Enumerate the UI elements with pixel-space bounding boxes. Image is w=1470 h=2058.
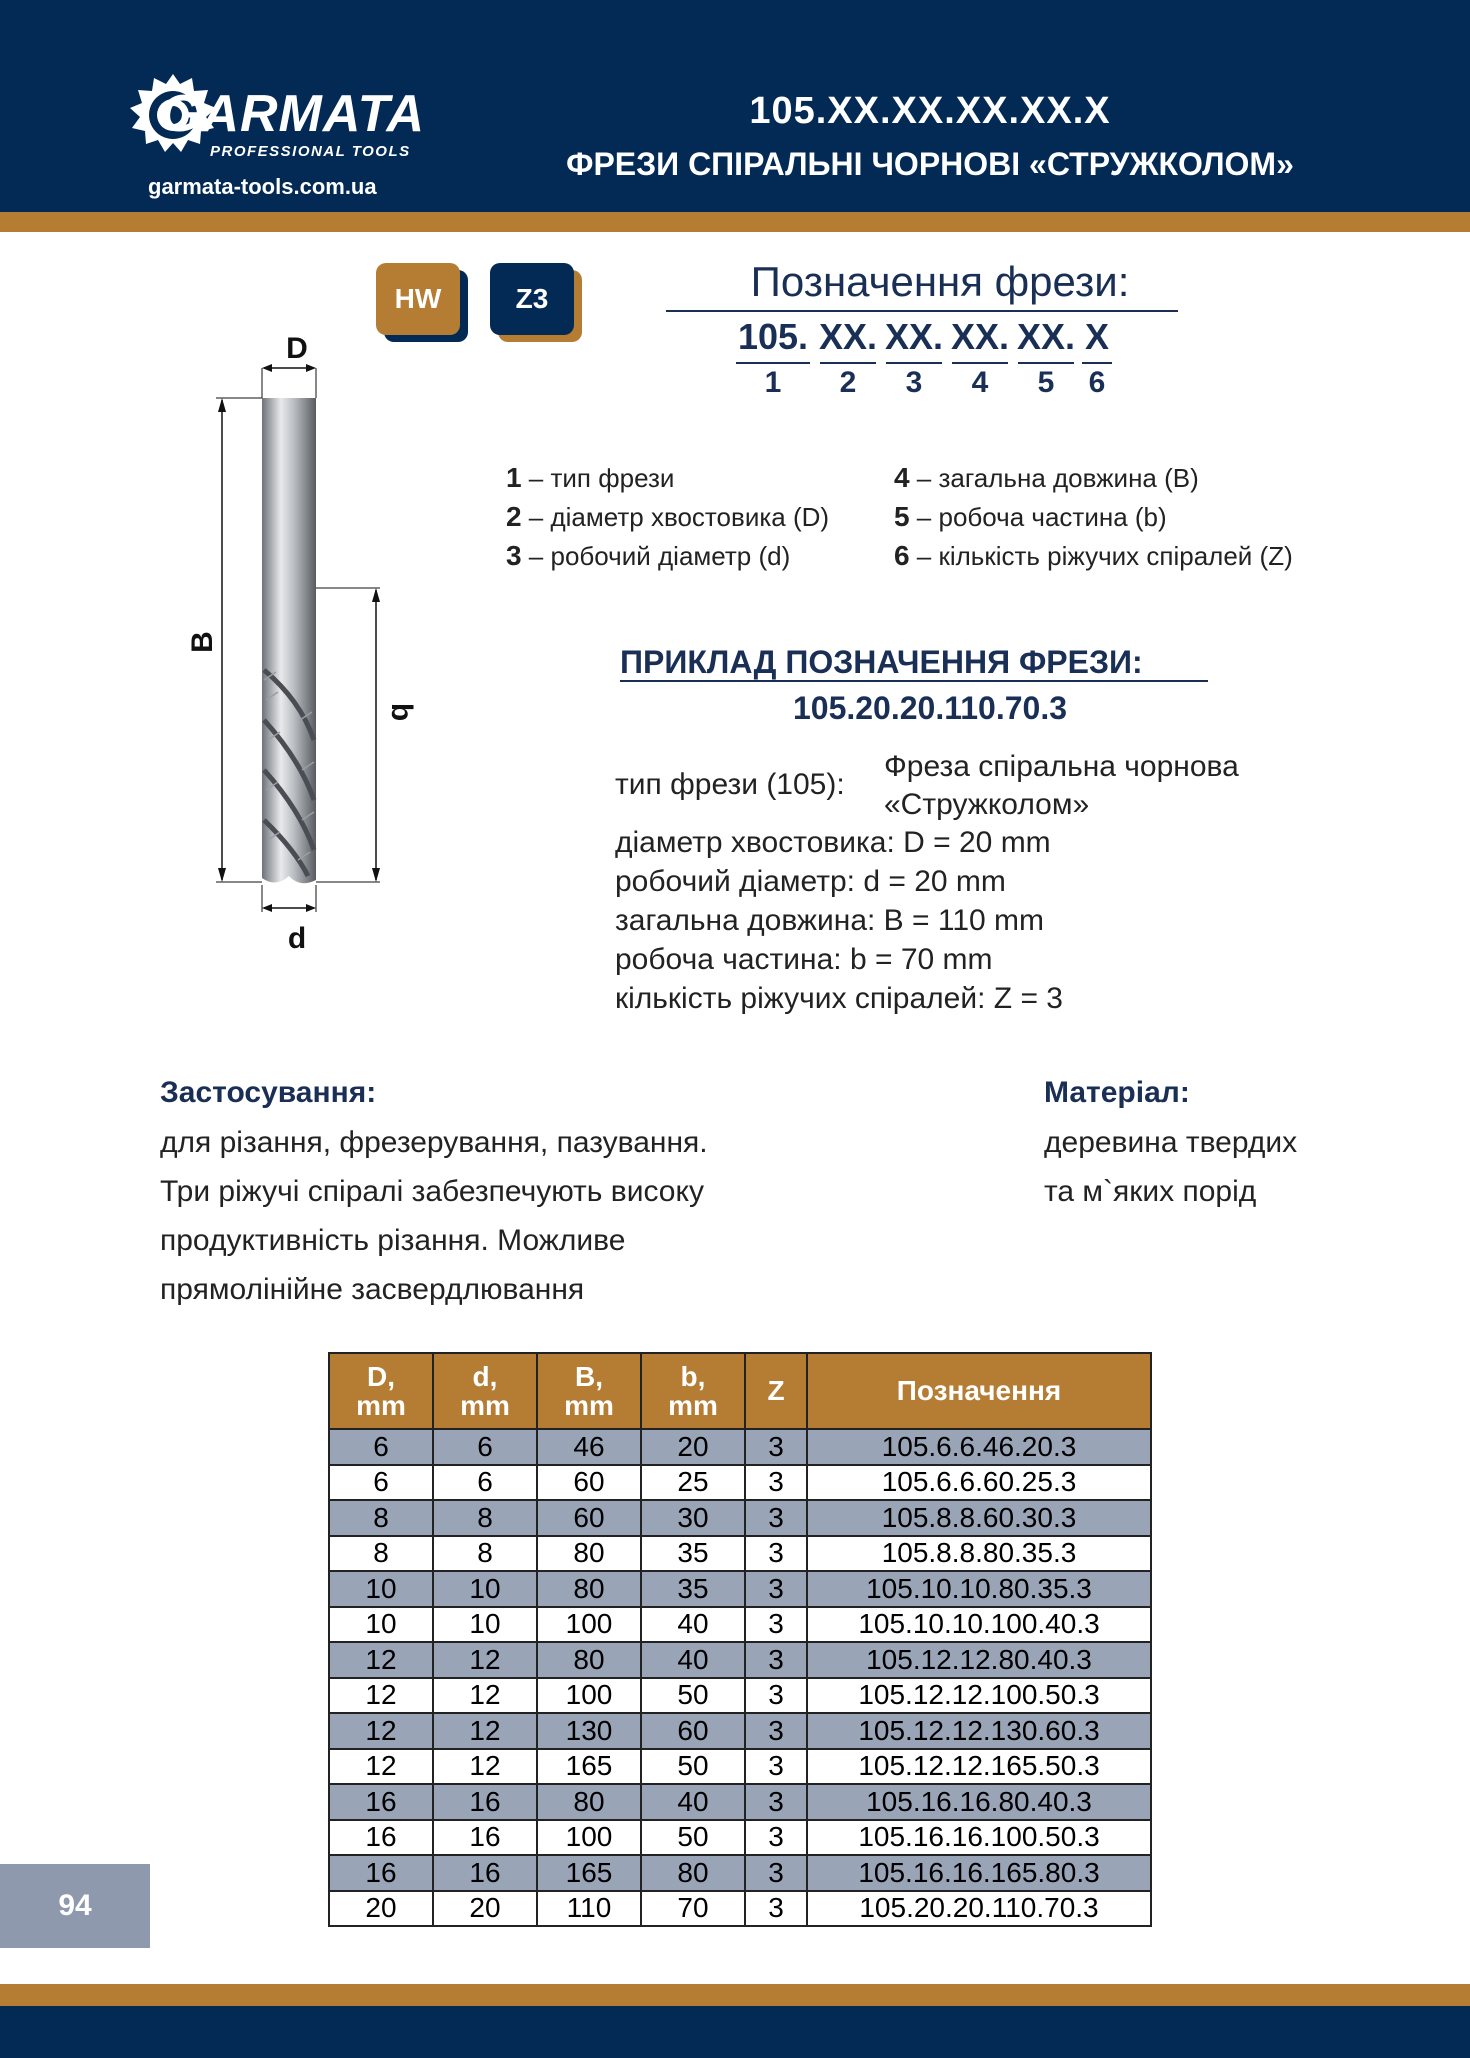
legend-item-3: 3 – робочий діаметр (d) [506,540,791,571]
table-cell: 105.6.6.46.20.3 [807,1429,1151,1465]
working-length-b-label: b [385,702,418,722]
table-cell: 80 [537,1642,641,1678]
brand-subtitle: PROFESSIONAL TOOLS [210,143,411,160]
table-cell: 46 [537,1429,641,1465]
table-cell: 105.12.12.130.60.3 [807,1713,1151,1749]
table-cell: 3 [745,1678,807,1714]
footer-stripe [0,1984,1470,2006]
table-cell: 35 [641,1536,745,1572]
table-row [329,1784,1151,1820]
table-cell: 12 [329,1713,433,1749]
table-cell: 40 [641,1784,745,1820]
table-row [329,1536,1151,1572]
example-code: 105.20.20.110.70.3 [792,690,1068,726]
legend-item-6: 6 – кількість ріжучих спіралей (Z) [894,540,1293,571]
table-row [329,1429,1151,1465]
product-code-title: 105.XX.XX.XX.XX.X [749,90,1111,132]
table-cell: 3 [745,1784,807,1820]
z3-badge: Z3 [490,263,574,335]
website-link[interactable]: garmata-tools.com.ua [148,174,377,199]
table-cell: 3 [745,1855,807,1891]
table-cell: 105.20.20.110.70.3 [807,1891,1151,1927]
example-type-value-2: «Стружколом» [884,788,1090,821]
header-b: b, mm [641,1353,745,1429]
designation-part-2: XX. [818,316,878,357]
designation-part-6: X [1084,316,1109,357]
legend-item-4: 4 – загальна довжина (B) [894,462,1199,493]
designation-num-2: 2 [839,366,857,399]
table-cell: 165 [537,1749,641,1785]
table-cell: 80 [537,1571,641,1607]
designation-part-1: 105. [737,316,809,357]
designation-underline-6 [1082,362,1112,364]
example-line-1: діаметр хвостовика: D = 20 mm [615,826,1051,859]
router-bit-diagram [180,320,440,960]
table-cell: 12 [329,1749,433,1785]
table-cell: 3 [745,1536,807,1572]
table-cell: 130 [537,1713,641,1749]
table-cell: 6 [433,1429,537,1465]
table-cell: 105.12.12.165.50.3 [807,1749,1151,1785]
designation-underline-1 [736,362,810,364]
table-cell: 105.8.8.80.35.3 [807,1536,1151,1572]
product-title: ФРЕЗИ СПІРАЛЬНІ ЧОРНОВІ «СТРУЖКОЛОМ» [566,146,1294,182]
table-cell: 12 [433,1749,537,1785]
table-cell: 105.16.16.100.50.3 [807,1820,1151,1856]
table-cell: 6 [329,1429,433,1465]
table-cell: 80 [537,1536,641,1572]
table-row [329,1749,1151,1785]
header-B: B, mm [537,1353,641,1429]
legend-item-5: 5 – робоча частина (b) [894,501,1167,532]
table-cell: 12 [433,1642,537,1678]
example-title: ПРИКЛАД ПОЗНАЧЕННЯ ФРЕЗИ: [620,644,1143,680]
brand-logo-text: GARMATA [160,85,426,143]
table-row [329,1820,1151,1856]
specifications-table [328,1352,1152,1927]
table-cell: 40 [641,1607,745,1643]
table-cell: 110 [537,1891,641,1927]
table-cell: 100 [537,1820,641,1856]
table-cell: 50 [641,1678,745,1714]
working-diameter-d-label: d [287,922,307,955]
header-Z: Z [745,1353,807,1429]
table-cell: 12 [433,1678,537,1714]
designation-part-3: XX. [884,316,944,357]
table-cell: 20 [329,1891,433,1927]
table-row [329,1571,1151,1607]
table-cell: 16 [329,1784,433,1820]
table-cell: 10 [433,1571,537,1607]
length-b-label: B [186,631,219,653]
designation-num-3: 3 [905,366,923,399]
example-type-value-1: Фреза спіральна чорнова [884,750,1239,783]
legend-item-1: 1 – тип фрези [506,462,675,493]
example-line-2: робочий діаметр: d = 20 mm [615,865,1006,898]
table-cell: 12 [433,1713,537,1749]
table-cell: 8 [329,1500,433,1536]
table-cell: 60 [641,1713,745,1749]
table-row [329,1642,1151,1678]
material-title: Матеріал: [1044,1076,1190,1109]
table-cell: 20 [641,1429,745,1465]
table-cell: 12 [329,1642,433,1678]
table-cell: 10 [329,1571,433,1607]
table-cell: 6 [329,1465,433,1501]
table-cell: 105.12.12.80.40.3 [807,1642,1151,1678]
table-row [329,1855,1151,1891]
designation-underline-3 [886,362,942,364]
diameter-d-label: D [286,332,308,365]
page-number: 94 [58,1889,92,1922]
table-cell: 165 [537,1855,641,1891]
table-cell: 8 [433,1536,537,1572]
table-cell: 40 [641,1642,745,1678]
header-designation: Позначення [807,1353,1151,1429]
hw-badge: HW [376,263,460,335]
page-footer [0,2006,1470,2058]
table-cell: 16 [433,1855,537,1891]
table-cell: 100 [537,1678,641,1714]
table-cell: 3 [745,1891,807,1927]
table-cell: 60 [537,1500,641,1536]
example-line-3: загальна довжина: B = 110 mm [615,904,1045,937]
designation-divider [666,310,1178,312]
designation-underline-5 [1018,362,1074,364]
table-cell: 16 [329,1855,433,1891]
application-title: Застосування: [160,1076,377,1109]
designation-num-1: 1 [764,366,782,399]
header-stripe [0,212,1470,232]
designation-part-5: XX. [1016,316,1076,357]
designation-title: Позначення фрези: [750,258,1130,305]
table-cell: 105.12.12.100.50.3 [807,1678,1151,1714]
example-line-4: робоча частина: b = 70 mm [615,943,993,976]
table-header-row [329,1353,1151,1429]
table-cell: 3 [745,1500,807,1536]
material-text: деревина твердих та м`яких порід [1044,1126,1298,1208]
table-cell: 8 [433,1500,537,1536]
table-row [329,1500,1151,1536]
legend-item-2: 2 – діаметр хвостовика (D) [506,501,830,532]
table-cell: 3 [745,1642,807,1678]
table-cell: 70 [641,1891,745,1927]
table-cell: 80 [641,1855,745,1891]
table-row [329,1607,1151,1643]
table-cell: 80 [537,1784,641,1820]
table-cell: 35 [641,1571,745,1607]
designation-num-5: 5 [1037,366,1055,399]
table-cell: 6 [433,1465,537,1501]
example-underline [620,680,1208,682]
table-cell: 105.10.10.80.35.3 [807,1571,1151,1607]
designation-num-4: 4 [971,366,989,399]
designation-num-6: 6 [1088,366,1106,399]
table-cell: 3 [745,1820,807,1856]
header-D: D, mm [329,1353,433,1429]
table-cell: 16 [433,1820,537,1856]
table-cell: 3 [745,1749,807,1785]
table-cell: 16 [329,1820,433,1856]
designation-part-4: XX. [950,316,1010,357]
table-cell: 60 [537,1465,641,1501]
table-row [329,1891,1151,1927]
table-cell: 20 [433,1891,537,1927]
table-cell: 10 [433,1607,537,1643]
table-cell: 8 [329,1536,433,1572]
table-cell: 100 [537,1607,641,1643]
table-cell: 105.10.10.100.40.3 [807,1607,1151,1643]
table-row [329,1465,1151,1501]
header-d: d, mm [433,1353,537,1429]
table-cell: 25 [641,1465,745,1501]
table-cell: 10 [329,1607,433,1643]
designation-underline-2 [820,362,876,364]
table-cell: 3 [745,1465,807,1501]
table-cell: 50 [641,1820,745,1856]
table-cell: 3 [745,1607,807,1643]
table-cell: 3 [745,1429,807,1465]
table-cell: 50 [641,1749,745,1785]
example-line-5: кількість ріжучих спіралей: Z = 3 [615,982,1063,1015]
table-cell: 105.6.6.60.25.3 [807,1465,1151,1501]
table-cell: 105.8.8.60.30.3 [807,1500,1151,1536]
table-cell: 16 [433,1784,537,1820]
table-cell: 30 [641,1500,745,1536]
table-cell: 12 [329,1678,433,1714]
table-cell: 105.16.16.165.80.3 [807,1855,1151,1891]
example-type-label: тип фрези (105): [615,768,845,801]
table-cell: 105.16.16.80.40.3 [807,1784,1151,1820]
table-row [329,1678,1151,1714]
designation-underline-4 [952,362,1008,364]
table-cell: 3 [745,1571,807,1607]
table-cell: 3 [745,1713,807,1749]
application-text: для різання, фрезерування, пазування. Три ріжучі спіралі забезпечують високу продуктивність різання. Можливе прямолінійне засвердлювання [160,1126,708,1306]
table-row [329,1713,1151,1749]
